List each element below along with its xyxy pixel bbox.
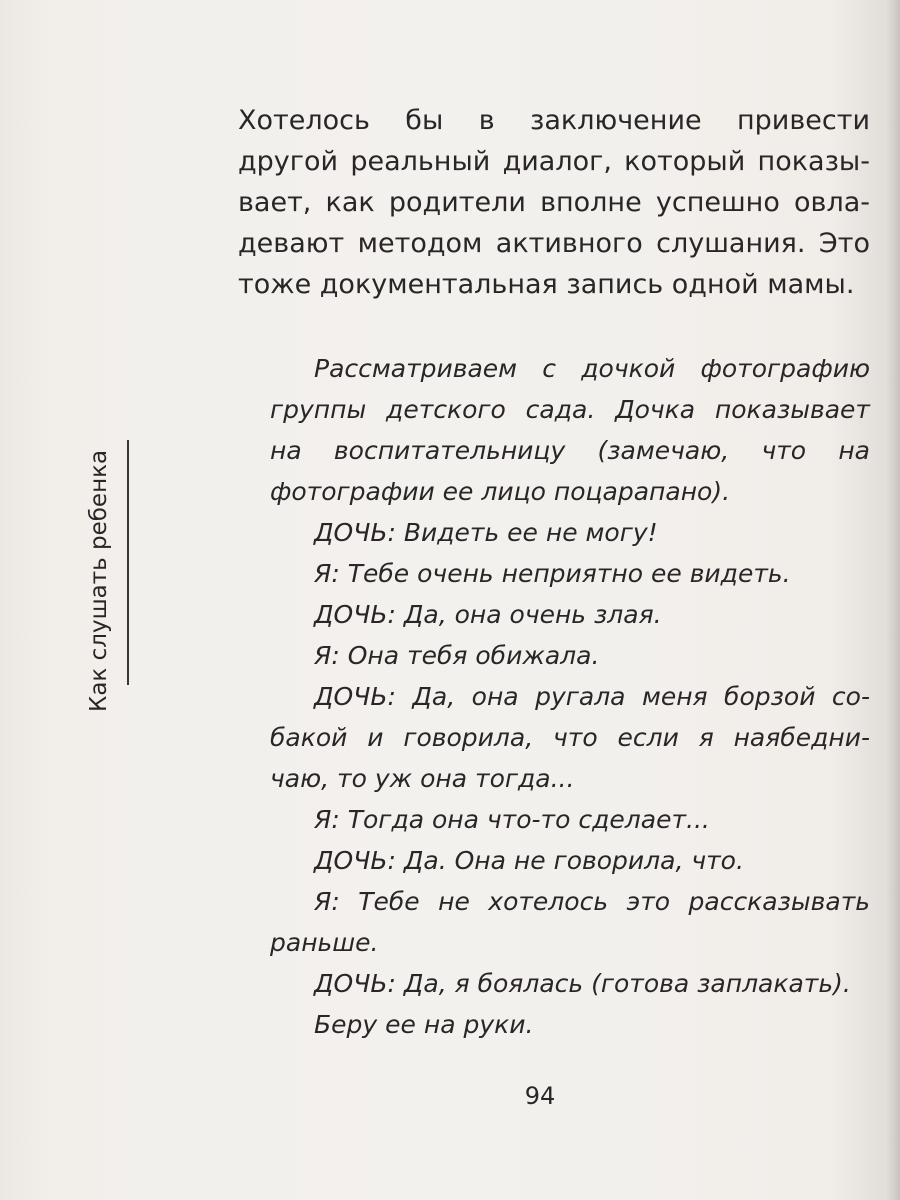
- dialog-line: группы детского сада. Дочка показывает: [270, 395, 870, 424]
- intro-line: тоже документальная запись одной мамы.: [238, 269, 855, 300]
- dialog-line: Я: Тебе не хотелось это рассказывать: [314, 887, 870, 916]
- dialog-line: ДОЧЬ: Видеть ее не могу!: [314, 518, 658, 547]
- dialog-line: ДОЧЬ: Да. Она не говорила, что.: [314, 846, 744, 875]
- dialog-line: Я: Тебе очень неприятно ее видеть.: [314, 559, 791, 588]
- dialog-line: фотографии ее лицо поцарапано).: [270, 477, 731, 506]
- dialog-quote: [270, 348, 870, 1045]
- page-edge-shadow: [886, 0, 900, 1200]
- dialog-line: ДОЧЬ: Да, она ругала меня борзой со-: [314, 682, 870, 711]
- intro-line: Хотелось бы в заключение привести: [238, 105, 870, 136]
- dialog-line: Рассматриваем с дочкой фотографию: [314, 354, 870, 383]
- intro-line: другой реальный диалог, который показы-: [238, 146, 870, 177]
- intro-line: девают методом активного слушания. Это: [238, 228, 870, 259]
- dialog-line: Я: Тогда она что-то сделает...: [314, 805, 710, 834]
- dialog-line: чаю, то уж она тогда...: [270, 764, 575, 793]
- dialog-line: бакой и говорила, что если я наябедни-: [270, 723, 870, 752]
- intro-paragraph: [238, 100, 870, 305]
- running-head-rule: [127, 440, 129, 685]
- intro-line: вает, как родители вполне успешно овла-: [238, 187, 870, 218]
- dialog-line: ДОЧЬ: Да, я боялась (готова заплакать).: [314, 969, 851, 998]
- dialog-line: Беру ее на руки.: [314, 1010, 534, 1039]
- page-number: 94: [524, 1082, 556, 1110]
- running-head: Как слушать ребенка: [86, 449, 112, 712]
- dialog-line: раньше.: [270, 928, 379, 957]
- dialog-line: на воспитательницу (замечаю, что на: [270, 436, 870, 465]
- dialog-line: Я: Она тебя обижала.: [314, 641, 600, 670]
- dialog-line: ДОЧЬ: Да, она очень злая.: [314, 600, 662, 629]
